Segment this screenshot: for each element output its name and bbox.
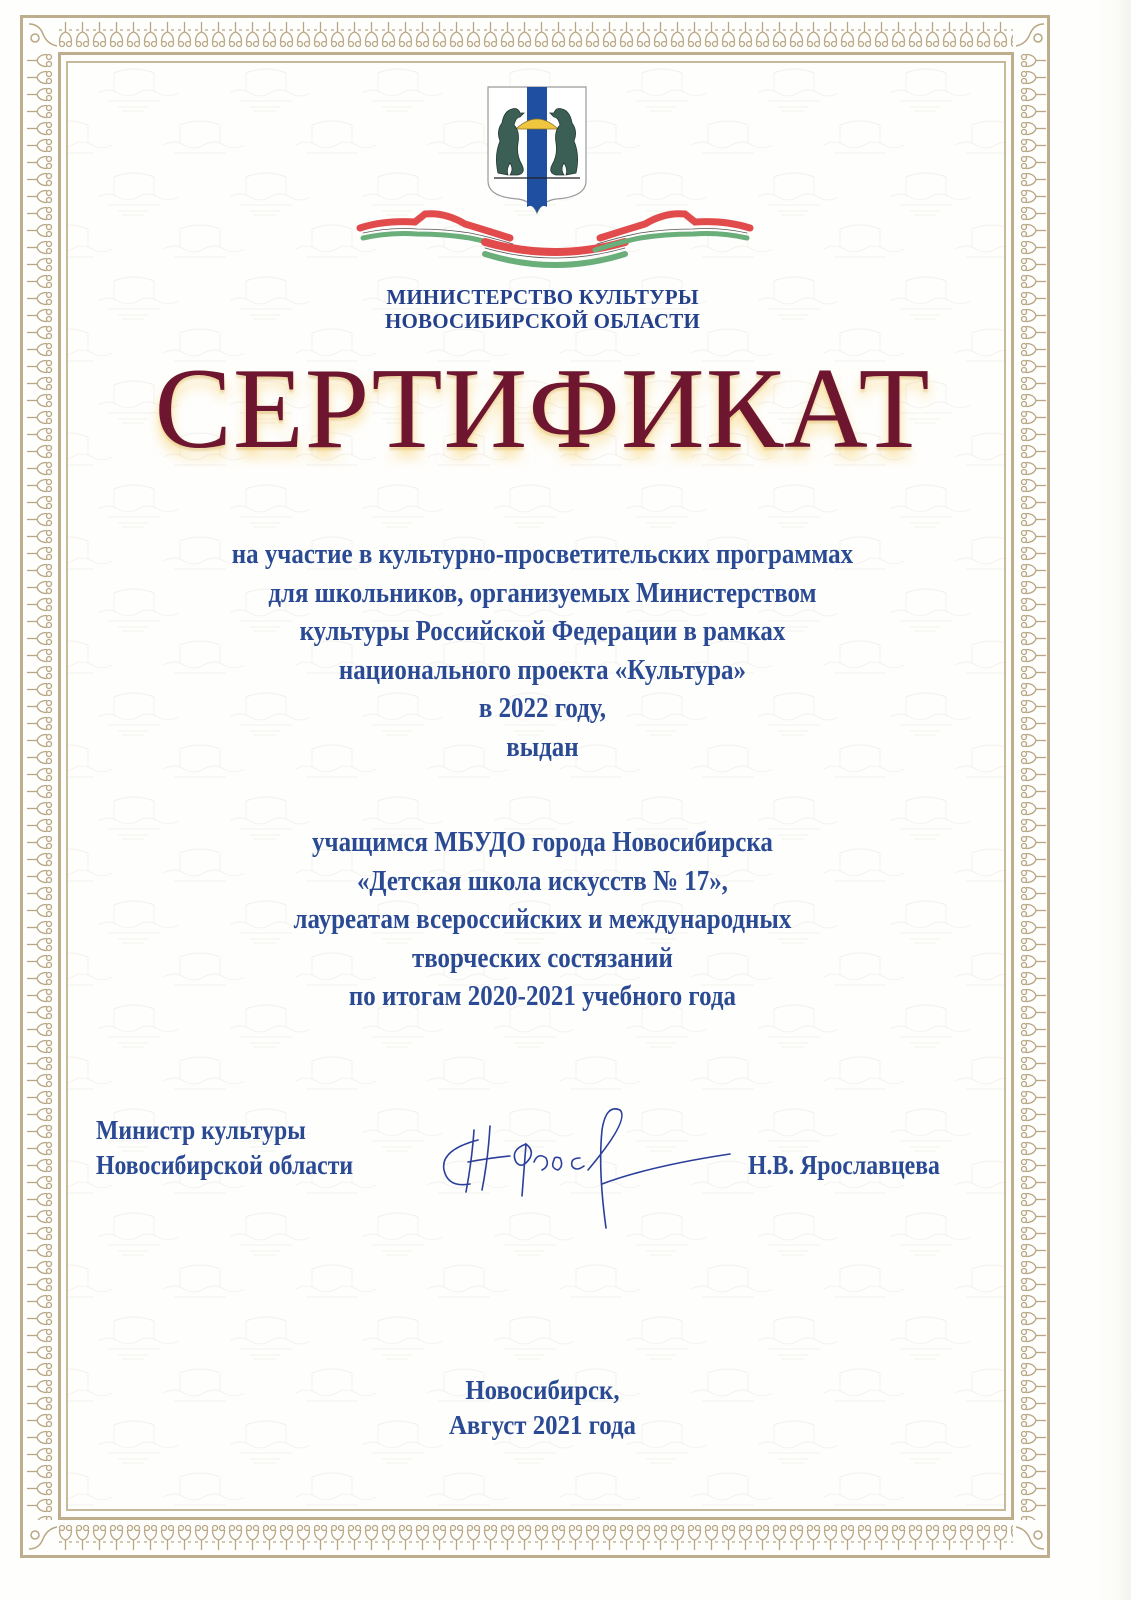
ministry-line-1: МИНИСТЕРСТВО КУЛЬТУРЫ bbox=[386, 285, 699, 309]
recipient-line: учащимся МБУДО города Новосибирска bbox=[312, 826, 773, 858]
signatory-position bbox=[96, 1113, 353, 1183]
ministry-header bbox=[0, 285, 1085, 333]
purpose-line: для школьников, организуемых Министерством bbox=[268, 576, 817, 609]
recipient-line: творческих состязаний bbox=[412, 941, 673, 974]
signatory-name: Н.В. Ярославцева bbox=[748, 1150, 940, 1180]
purpose-line: культуры Российской Федерации в рамках bbox=[299, 615, 786, 647]
tricolor-ribbon bbox=[355, 200, 755, 280]
scan-edge bbox=[1091, 0, 1131, 1600]
recipient-line: лауреатам всероссийских и международных bbox=[293, 903, 792, 935]
ministry-line-2: НОВОСИБИРСКОЙ ОБЛАСТИ bbox=[384, 309, 701, 333]
signatory-position-line-1: Министр культуры bbox=[96, 1115, 306, 1145]
certificate-title: СЕРТИФИКАТ bbox=[154, 345, 931, 473]
purpose-line: выдан bbox=[506, 730, 579, 763]
ornament-border-right bbox=[1016, 18, 1050, 1555]
issue-place: Новосибирск, bbox=[465, 1375, 620, 1405]
ornament-border-top bbox=[23, 18, 1047, 52]
recipient-line: по итогам 2020-2021 учебного года bbox=[348, 980, 736, 1012]
coat-of-arms-icon bbox=[486, 85, 588, 215]
ornament-border-left bbox=[23, 18, 57, 1555]
signatory-position-line-2: Новосибирской области bbox=[96, 1150, 354, 1180]
purpose-line: в 2022 году, bbox=[478, 692, 606, 724]
purpose-line: на участие в культурно-просветительских программах bbox=[231, 538, 854, 570]
recipient-line: «Детская школа искусств № 17», bbox=[356, 864, 728, 897]
issue-date: Август 2021 года bbox=[448, 1410, 636, 1440]
purpose-text bbox=[76, 535, 1009, 766]
place-and-date bbox=[43, 1373, 1041, 1443]
purpose-line: национального проекта «Культура» bbox=[338, 653, 747, 686]
handwritten-signature bbox=[430, 1100, 740, 1230]
ornament-border-bottom bbox=[23, 1520, 1047, 1555]
recipient-text bbox=[76, 823, 1009, 1016]
